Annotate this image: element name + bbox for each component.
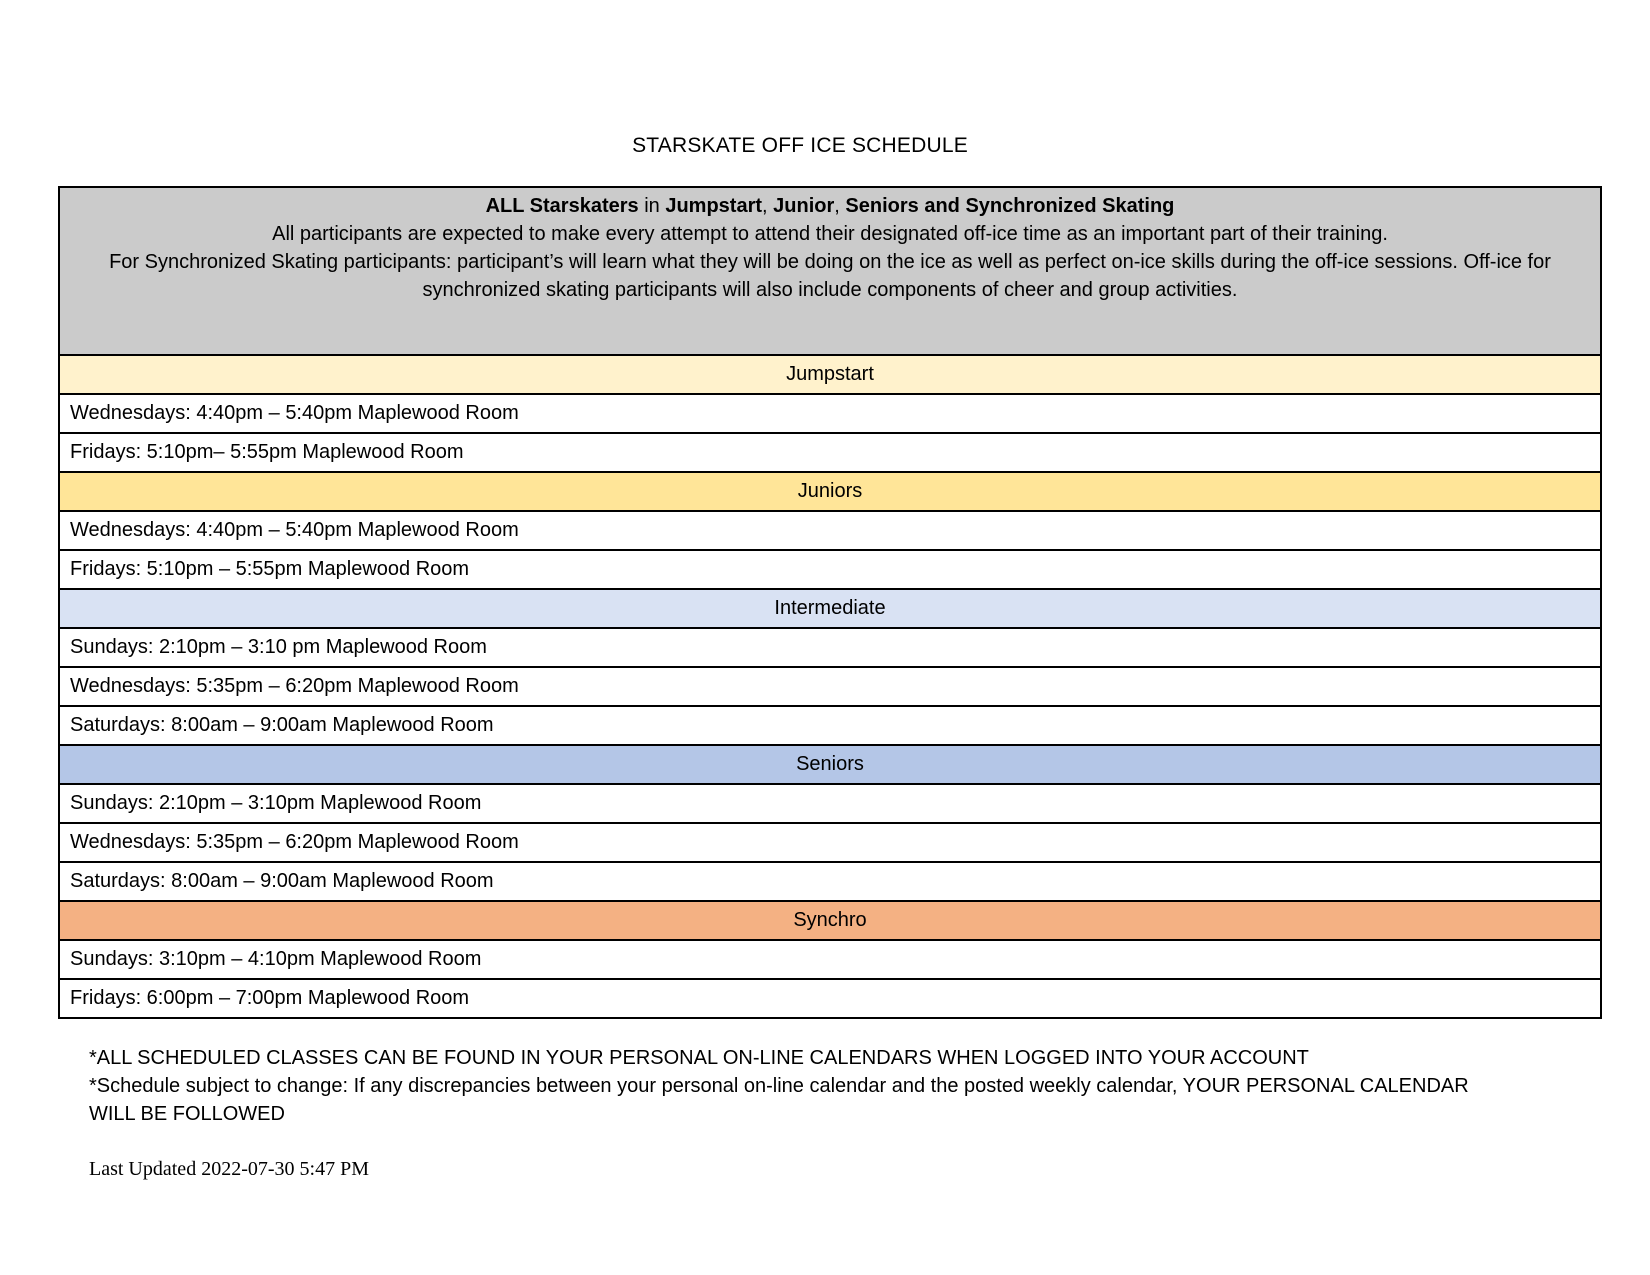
intro-heading-part: Seniors and Synchronized Skating [845, 195, 1175, 217]
intro-row [59, 187, 1601, 355]
intro-heading-part: ALL Starskaters [485, 195, 639, 217]
section-header-row [59, 901, 1601, 940]
last-updated: Last Updated 2022-07-30 5:47 PM [89, 1158, 369, 1180]
intro-heading-part: in [638, 195, 666, 217]
intro-cell [59, 187, 1601, 355]
schedule-entry: Sundays: 2:10pm – 3:10 pm Maplewood Room [59, 628, 1601, 667]
intro-heading-part: Junior [773, 195, 835, 217]
section-header-row [59, 589, 1601, 628]
schedule-entry: Saturdays: 8:00am – 9:00am Maplewood Room [59, 706, 1601, 745]
schedule-row [59, 511, 1601, 550]
intro-heading-part: , [762, 195, 774, 217]
schedule-entry: Wednesdays: 5:35pm – 6:20pm Maplewood Room [59, 667, 1601, 706]
schedule-entry: Wednesdays: 5:35pm – 6:20pm Maplewood Room [59, 823, 1601, 862]
intro-heading [74, 192, 1586, 220]
schedule-row [59, 550, 1601, 589]
schedule-table [58, 186, 1602, 1019]
footer-note: *ALL SCHEDULED CLASSES CAN BE FOUND IN YOUR PERSONAL ON-LINE CALENDARS WHEN LOGGED INTO YOUR ACCOUNT [89, 1047, 1309, 1069]
intro-line-synchro: For Synchronized Skating participants: participant’s will learn what they will be doing on the ice as well as perfect on-ice skills during the off-ice sessions. Off-ice for synchronized skating participants will also include components of cheer and group activities. [109, 251, 1551, 301]
section-header-intermediate: Intermediate [59, 589, 1601, 628]
section-header-row [59, 745, 1601, 784]
schedule-row [59, 940, 1601, 979]
schedule-entry: Saturdays: 8:00am – 9:00am Maplewood Room [59, 862, 1601, 901]
schedule-entry: Fridays: 6:00pm – 7:00pm Maplewood Room [59, 979, 1601, 1018]
section-header-jumpstart: Jumpstart [59, 355, 1601, 394]
document-title: STARSKATE OFF ICE SCHEDULE [632, 134, 968, 157]
intro-heading-part: Jumpstart [665, 195, 763, 217]
section-header-row [59, 355, 1601, 394]
schedule-row [59, 862, 1601, 901]
schedule-entry: Wednesdays: 4:40pm – 5:40pm Maplewood Room [59, 394, 1601, 433]
schedule-entry: Wednesdays: 4:40pm – 5:40pm Maplewood Room [59, 511, 1601, 550]
schedule-row [59, 706, 1601, 745]
section-header-synchro: Synchro [59, 901, 1601, 940]
schedule-entry: Sundays: 2:10pm – 3:10pm Maplewood Room [59, 784, 1601, 823]
schedule-entry: Sundays: 3:10pm – 4:10pm Maplewood Room [59, 940, 1601, 979]
section-header-row [59, 472, 1601, 511]
schedule-row [59, 628, 1601, 667]
schedule-row [59, 823, 1601, 862]
schedule-row [59, 394, 1601, 433]
schedule-table-body [59, 187, 1601, 1018]
schedule-row [59, 979, 1601, 1018]
schedule-row [59, 784, 1601, 823]
intro-heading-part: , [834, 195, 846, 217]
section-header-seniors: Seniors [59, 745, 1601, 784]
schedule-entry: Fridays: 5:10pm – 5:55pm Maplewood Room [59, 550, 1601, 589]
intro-line-attendance: All participants are expected to make every attempt to attend their designated off-ice time as an important part of their training. [272, 223, 1388, 245]
schedule-row [59, 433, 1601, 472]
footer-note: *Schedule subject to change: If any discrepancies between your personal on-line calendar and the posted weekly calendar, YOUR PERSONAL CALENDAR WILL BE FOLLOWED [89, 1075, 1475, 1125]
schedule-row [59, 667, 1601, 706]
footer-notes [89, 1044, 1489, 1128]
section-header-juniors: Juniors [59, 472, 1601, 511]
schedule-entry: Fridays: 5:10pm– 5:55pm Maplewood Room [59, 433, 1601, 472]
